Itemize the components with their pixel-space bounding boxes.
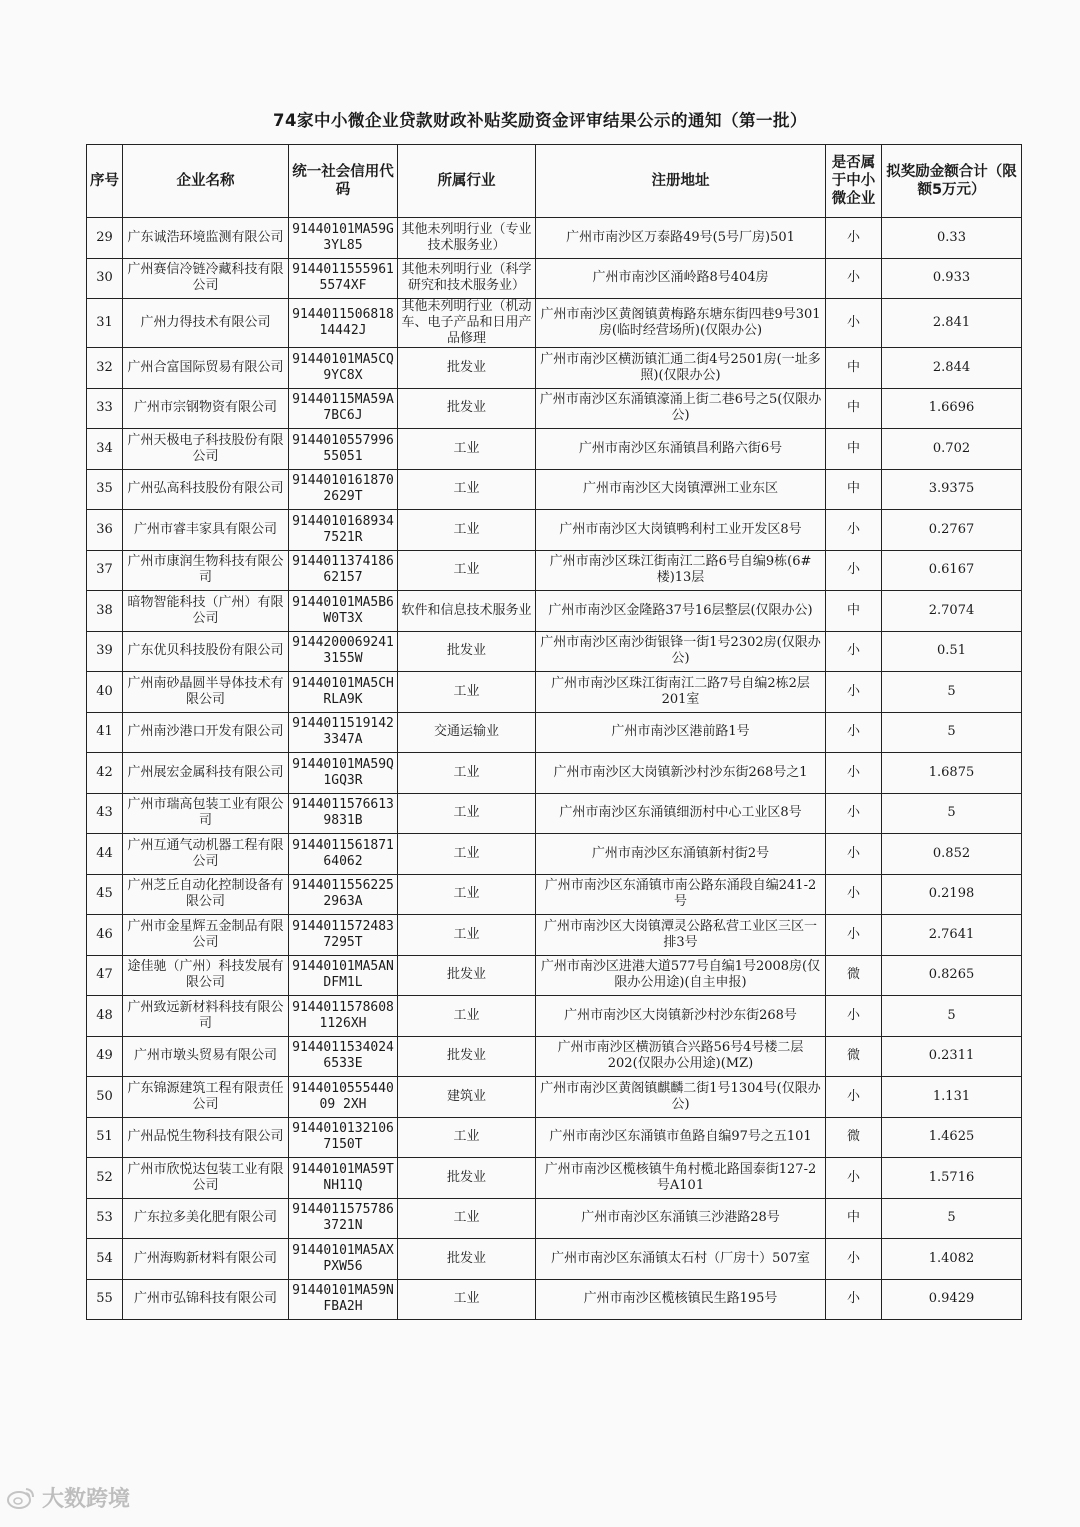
header-address: 注册地址 xyxy=(536,145,826,218)
table-row xyxy=(87,550,1022,591)
table-row xyxy=(87,874,1022,915)
cell-no: 35 xyxy=(87,469,123,510)
cell-company-name: 广东拉多美化肥有限公司 xyxy=(123,1198,289,1239)
cell-no: 52 xyxy=(87,1158,123,1199)
cell-credit-code: 91440101MA5CQ9YC8X xyxy=(289,348,398,389)
table-row xyxy=(87,753,1022,794)
cell-industry: 批发业 xyxy=(398,955,536,996)
cell-industry: 工业 xyxy=(398,429,536,470)
cell-reward-amount: 2.844 xyxy=(882,348,1022,389)
cell-enterprise-size: 小 xyxy=(826,793,882,834)
cell-address: 广州市南沙区大岗镇新沙村沙东街268号之1 xyxy=(536,753,826,794)
cell-credit-code: 91440101MA5CHRLA9K xyxy=(289,672,398,713)
cell-no: 31 xyxy=(87,299,123,348)
cell-enterprise-size: 中 xyxy=(826,591,882,632)
cell-company-name: 广州市弘锦科技有限公司 xyxy=(123,1279,289,1320)
cell-credit-code: 91440115562252963A xyxy=(289,874,398,915)
cell-credit-code: 91442000692413155W xyxy=(289,631,398,672)
cell-company-name: 广州南砂晶圆半导体技术有限公司 xyxy=(123,672,289,713)
cell-reward-amount: 1.4082 xyxy=(882,1239,1022,1280)
cell-enterprise-size: 小 xyxy=(826,874,882,915)
cell-address: 广州市南沙区大岗镇潭洲工业东区 xyxy=(536,469,826,510)
cell-reward-amount: 0.33 xyxy=(882,218,1022,259)
cell-industry: 其他未列明行业（专业技术服务业） xyxy=(398,218,536,259)
cell-company-name: 广州品悦生物科技有限公司 xyxy=(123,1117,289,1158)
cell-company-name: 广州市睿丰家具有限公司 xyxy=(123,510,289,551)
cell-reward-amount: 1.6875 xyxy=(882,753,1022,794)
cell-credit-code: 91440101618702629T xyxy=(289,469,398,510)
table-row xyxy=(87,258,1022,299)
cell-industry: 建筑业 xyxy=(398,1077,536,1118)
cell-address: 广州市南沙区金隆路37号16层整层(仅限办公) xyxy=(536,591,826,632)
cell-address: 广州市南沙区榄核镇民生路195号 xyxy=(536,1279,826,1320)
cell-industry: 批发业 xyxy=(398,1158,536,1199)
cell-address: 广州市南沙区黄阁镇黄梅路东塘东街四巷9号301房(临时经营场所)(仅限办公) xyxy=(536,299,826,348)
cell-industry: 工业 xyxy=(398,1117,536,1158)
table-row xyxy=(87,510,1022,551)
cell-industry: 批发业 xyxy=(398,348,536,389)
cell-credit-code: 91440115766139831B xyxy=(289,793,398,834)
cell-address: 广州市南沙区东涌镇市南公路东涌段自编241-2号 xyxy=(536,874,826,915)
cell-industry: 批发业 xyxy=(398,1036,536,1077)
cell-company-name: 途佳驰（广州）科技发展有限公司 xyxy=(123,955,289,996)
cell-reward-amount: 0.8265 xyxy=(882,955,1022,996)
cell-address: 广州市南沙区榄核镇牛角村榄北路国泰街127-2号A101 xyxy=(536,1158,826,1199)
subsidy-table xyxy=(86,144,1022,1320)
cell-address: 广州市南沙区大岗镇新沙村沙东街268号 xyxy=(536,996,826,1037)
cell-company-name: 广州展宏金属科技有限公司 xyxy=(123,753,289,794)
cell-credit-code: 91440101MA5B6W0T3X xyxy=(289,591,398,632)
table-row xyxy=(87,429,1022,470)
cell-enterprise-size: 小 xyxy=(826,834,882,875)
cell-industry: 工业 xyxy=(398,834,536,875)
header-industry: 所属行业 xyxy=(398,145,536,218)
cell-no: 51 xyxy=(87,1117,123,1158)
cell-credit-code: 91440101MA5AXPXW56 xyxy=(289,1239,398,1280)
cell-industry: 批发业 xyxy=(398,388,536,429)
cell-credit-code: 914401055799655051 xyxy=(289,429,398,470)
cell-reward-amount: 1.4625 xyxy=(882,1117,1022,1158)
cell-address: 广州市南沙区万泰路49号(5号厂房)501 xyxy=(536,218,826,259)
cell-industry: 工业 xyxy=(398,469,536,510)
table-row xyxy=(87,1077,1022,1118)
cell-credit-code: 91440101689347521R xyxy=(289,510,398,551)
cell-enterprise-size: 小 xyxy=(826,550,882,591)
table-row xyxy=(87,915,1022,956)
cell-reward-amount: 5 xyxy=(882,996,1022,1037)
cell-credit-code: 91440101MA5ANDFM1L xyxy=(289,955,398,996)
cell-enterprise-size: 小 xyxy=(826,510,882,551)
header-credit-code: 统一社会信用代码 xyxy=(289,145,398,218)
cell-industry: 批发业 xyxy=(398,1239,536,1280)
cell-credit-code: 914401156187164062 xyxy=(289,834,398,875)
cell-no: 43 xyxy=(87,793,123,834)
cell-industry: 工业 xyxy=(398,1279,536,1320)
cell-enterprise-size: 微 xyxy=(826,1117,882,1158)
table-row xyxy=(87,388,1022,429)
table-row xyxy=(87,1279,1022,1320)
cell-reward-amount: 0.51 xyxy=(882,631,1022,672)
cell-enterprise-size: 小 xyxy=(826,753,882,794)
cell-enterprise-size: 小 xyxy=(826,996,882,1037)
cell-reward-amount: 0.2198 xyxy=(882,874,1022,915)
header-reward-amount: 拟奖励金额合计（限额5万元） xyxy=(882,145,1022,218)
cell-company-name: 广州市金星辉五金制品有限公司 xyxy=(123,915,289,956)
cell-no: 53 xyxy=(87,1198,123,1239)
cell-address: 广州市南沙区黄阁镇麒麟二街1号1304号(仅限办公) xyxy=(536,1077,826,1118)
cell-credit-code: 91440115786081126XH xyxy=(289,996,398,1037)
cell-address: 广州市南沙区东涌镇昌利路六街6号 xyxy=(536,429,826,470)
cell-company-name: 广州弘高科技股份有限公司 xyxy=(123,469,289,510)
cell-enterprise-size: 微 xyxy=(826,1036,882,1077)
cell-enterprise-size: 小 xyxy=(826,915,882,956)
cell-address: 广州市南沙区横沥镇汇通二街4号2501房(一址多照)(仅限办公) xyxy=(536,348,826,389)
cell-credit-code: 91440101321067150T xyxy=(289,1117,398,1158)
cell-address: 广州市南沙区港前路1号 xyxy=(536,712,826,753)
cell-industry: 工业 xyxy=(398,550,536,591)
cell-company-name: 广州力得技术有限公司 xyxy=(123,299,289,348)
cell-credit-code: 91440101MA59NFBA2H xyxy=(289,1279,398,1320)
cell-enterprise-size: 中 xyxy=(826,429,882,470)
cell-address: 广州市南沙区大岗镇潭灵公路私营工业区三区一排3号 xyxy=(536,915,826,956)
cell-no: 34 xyxy=(87,429,123,470)
cell-address: 广州市南沙区南沙街银锋一街1号2302房(仅限办公) xyxy=(536,631,826,672)
cell-no: 39 xyxy=(87,631,123,672)
cell-reward-amount: 0.933 xyxy=(882,258,1022,299)
cell-company-name: 广州市墩头贸易有限公司 xyxy=(123,1036,289,1077)
cell-company-name: 广州合富国际贸易有限公司 xyxy=(123,348,289,389)
table-row xyxy=(87,631,1022,672)
cell-industry: 其他未列明行业（科学研究和技术服务业） xyxy=(398,258,536,299)
table-row xyxy=(87,1117,1022,1158)
cell-no: 37 xyxy=(87,550,123,591)
cell-industry: 工业 xyxy=(398,510,536,551)
table-row xyxy=(87,1036,1022,1077)
cell-enterprise-size: 小 xyxy=(826,672,882,713)
cell-no: 48 xyxy=(87,996,123,1037)
cell-company-name: 广州市康润生物科技有限公司 xyxy=(123,550,289,591)
cell-reward-amount: 5 xyxy=(882,1198,1022,1239)
cell-address: 广州市南沙区涌岭路8号404房 xyxy=(536,258,826,299)
cell-address: 广州市南沙区进港大道577号自编1号2008房(仅限办公用途)(自主申报) xyxy=(536,955,826,996)
table-row xyxy=(87,1239,1022,1280)
cell-company-name: 广州南沙港口开发有限公司 xyxy=(123,712,289,753)
cell-company-name: 广州天极电子科技股份有限公司 xyxy=(123,429,289,470)
cell-company-name: 广州市瑞高包装工业有限公司 xyxy=(123,793,289,834)
cell-no: 42 xyxy=(87,753,123,794)
cell-reward-amount: 2.7074 xyxy=(882,591,1022,632)
document-title: 74家中小微企业贷款财政补贴奖励资金评审结果公示的通知（第一批） xyxy=(273,111,807,130)
cell-credit-code: 91440115MA59A7BC6J xyxy=(289,388,398,429)
cell-no: 44 xyxy=(87,834,123,875)
cell-reward-amount: 5 xyxy=(882,793,1022,834)
cell-industry: 工业 xyxy=(398,874,536,915)
cell-no: 30 xyxy=(87,258,123,299)
cell-credit-code: 914401150681814442J xyxy=(289,299,398,348)
table-row xyxy=(87,218,1022,259)
cell-no: 32 xyxy=(87,348,123,389)
cell-industry: 工业 xyxy=(398,915,536,956)
cell-reward-amount: 5 xyxy=(882,672,1022,713)
table-row xyxy=(87,299,1022,348)
cell-no: 40 xyxy=(87,672,123,713)
cell-company-name: 广州致远新材料科技有限公司 xyxy=(123,996,289,1037)
cell-company-name: 广州市欣悦达包装工业有限公司 xyxy=(123,1158,289,1199)
cell-company-name: 暗物智能科技（广州）有限公司 xyxy=(123,591,289,632)
cell-industry: 交通运输业 xyxy=(398,712,536,753)
cell-company-name: 广东优贝科技股份有限公司 xyxy=(123,631,289,672)
cell-company-name: 广州海购新材料有限公司 xyxy=(123,1239,289,1280)
table-row xyxy=(87,996,1022,1037)
cell-reward-amount: 0.9429 xyxy=(882,1279,1022,1320)
cell-industry: 软件和信息技术服务业 xyxy=(398,591,536,632)
table-row xyxy=(87,793,1022,834)
cell-credit-code: 91440115559615574XF xyxy=(289,258,398,299)
cell-no: 45 xyxy=(87,874,123,915)
cell-enterprise-size: 小 xyxy=(826,1239,882,1280)
cell-no: 50 xyxy=(87,1077,123,1118)
table-row xyxy=(87,1198,1022,1239)
cell-industry: 工业 xyxy=(398,672,536,713)
cell-no: 55 xyxy=(87,1279,123,1320)
cell-address: 广州市南沙区东涌镇新村街2号 xyxy=(536,834,826,875)
cell-company-name: 广州赛信冷链冷藏科技有限公司 xyxy=(123,258,289,299)
table-row xyxy=(87,955,1022,996)
cell-enterprise-size: 小 xyxy=(826,1158,882,1199)
cell-no: 54 xyxy=(87,1239,123,1280)
table-row xyxy=(87,591,1022,632)
header-no: 序号 xyxy=(87,145,123,218)
cell-credit-code: 91440101MA59G3YL85 xyxy=(289,218,398,259)
cell-address: 广州市南沙区东涌镇濠涌上街二巷6号之5(仅限办公) xyxy=(536,388,826,429)
cell-address: 广州市南沙区横沥镇合兴路56号4号楼二层202(仅限办公用途)(MZ) xyxy=(536,1036,826,1077)
cell-reward-amount: 1.131 xyxy=(882,1077,1022,1118)
cell-company-name: 广州芝丘自动化控制设备有限公司 xyxy=(123,874,289,915)
table-row xyxy=(87,348,1022,389)
cell-enterprise-size: 中 xyxy=(826,348,882,389)
cell-credit-code: 91440115724837295T xyxy=(289,915,398,956)
cell-reward-amount: 0.2311 xyxy=(882,1036,1022,1077)
cell-credit-code: 91440115340246533E xyxy=(289,1036,398,1077)
cell-reward-amount: 0.6167 xyxy=(882,550,1022,591)
table-row xyxy=(87,712,1022,753)
cell-enterprise-size: 小 xyxy=(826,299,882,348)
cell-industry: 其他未列明行业（机动车、电子产品和日用产品修理 xyxy=(398,299,536,348)
table-row xyxy=(87,1158,1022,1199)
cell-company-name: 广州互通气动机器工程有限公司 xyxy=(123,834,289,875)
cell-no: 41 xyxy=(87,712,123,753)
cell-enterprise-size: 小 xyxy=(826,1077,882,1118)
cell-no: 33 xyxy=(87,388,123,429)
cell-reward-amount: 5 xyxy=(882,712,1022,753)
header-enterprise-size: 是否属于中小微企业 xyxy=(826,145,882,218)
cell-enterprise-size: 中 xyxy=(826,1198,882,1239)
cell-company-name: 广东锦源建筑工程有限责任公司 xyxy=(123,1077,289,1118)
cell-address: 广州市南沙区东涌镇市鱼路自编97号之五101 xyxy=(536,1117,826,1158)
cell-address: 广州市南沙区东涌镇太石村（厂房十）507室 xyxy=(536,1239,826,1280)
cell-company-name: 广州市宗钢物资有限公司 xyxy=(123,388,289,429)
header-company-name: 企业名称 xyxy=(123,145,289,218)
cell-reward-amount: 0.852 xyxy=(882,834,1022,875)
cell-reward-amount: 1.6696 xyxy=(882,388,1022,429)
cell-credit-code: 91440101MA59TNH11Q xyxy=(289,1158,398,1199)
cell-enterprise-size: 小 xyxy=(826,258,882,299)
table-row xyxy=(87,469,1022,510)
cell-address: 广州市南沙区珠江街南江二路7号自编2栋2层201室 xyxy=(536,672,826,713)
cell-reward-amount: 1.5716 xyxy=(882,1158,1022,1199)
cell-no: 49 xyxy=(87,1036,123,1077)
cell-no: 47 xyxy=(87,955,123,996)
watermark xyxy=(6,1482,130,1513)
cell-industry: 工业 xyxy=(398,753,536,794)
table-row xyxy=(87,834,1022,875)
cell-enterprise-size: 中 xyxy=(826,388,882,429)
cell-enterprise-size: 微 xyxy=(826,955,882,996)
cell-credit-code: 91440115191423347A xyxy=(289,712,398,753)
cell-industry: 工业 xyxy=(398,996,536,1037)
cell-reward-amount: 0.2767 xyxy=(882,510,1022,551)
cell-reward-amount: 2.841 xyxy=(882,299,1022,348)
cell-reward-amount: 2.7641 xyxy=(882,915,1022,956)
cell-address: 广州市南沙区东涌镇三沙港路28号 xyxy=(536,1198,826,1239)
weibo-logo-icon xyxy=(6,1486,36,1510)
cell-credit-code: 914401055544009 2XH xyxy=(289,1077,398,1118)
cell-credit-code: 91440115757863721N xyxy=(289,1198,398,1239)
cell-company-name: 广东诚浩环境监测有限公司 xyxy=(123,218,289,259)
cell-no: 38 xyxy=(87,591,123,632)
cell-no: 36 xyxy=(87,510,123,551)
cell-enterprise-size: 小 xyxy=(826,631,882,672)
cell-enterprise-size: 小 xyxy=(826,1279,882,1320)
cell-enterprise-size: 小 xyxy=(826,218,882,259)
watermark-text: 大数跨境 xyxy=(42,1487,131,1512)
cell-address: 广州市南沙区大岗镇鸭利村工业开发区8号 xyxy=(536,510,826,551)
cell-reward-amount: 0.702 xyxy=(882,429,1022,470)
table-row xyxy=(87,672,1022,713)
cell-enterprise-size: 中 xyxy=(826,469,882,510)
table-header-row xyxy=(87,145,1022,218)
cell-reward-amount: 3.9375 xyxy=(882,469,1022,510)
cell-industry: 工业 xyxy=(398,793,536,834)
cell-credit-code: 914401137418662157 xyxy=(289,550,398,591)
cell-industry: 工业 xyxy=(398,1198,536,1239)
cell-address: 广州市南沙区珠江街南江二路6号自编9栋(6#楼)13层 xyxy=(536,550,826,591)
cell-no: 46 xyxy=(87,915,123,956)
cell-industry: 批发业 xyxy=(398,631,536,672)
cell-enterprise-size: 小 xyxy=(826,712,882,753)
cell-no: 29 xyxy=(87,218,123,259)
cell-credit-code: 91440101MA59Q1GQ3R xyxy=(289,753,398,794)
cell-address: 广州市南沙区东涌镇细沥村中心工业区8号 xyxy=(536,793,826,834)
